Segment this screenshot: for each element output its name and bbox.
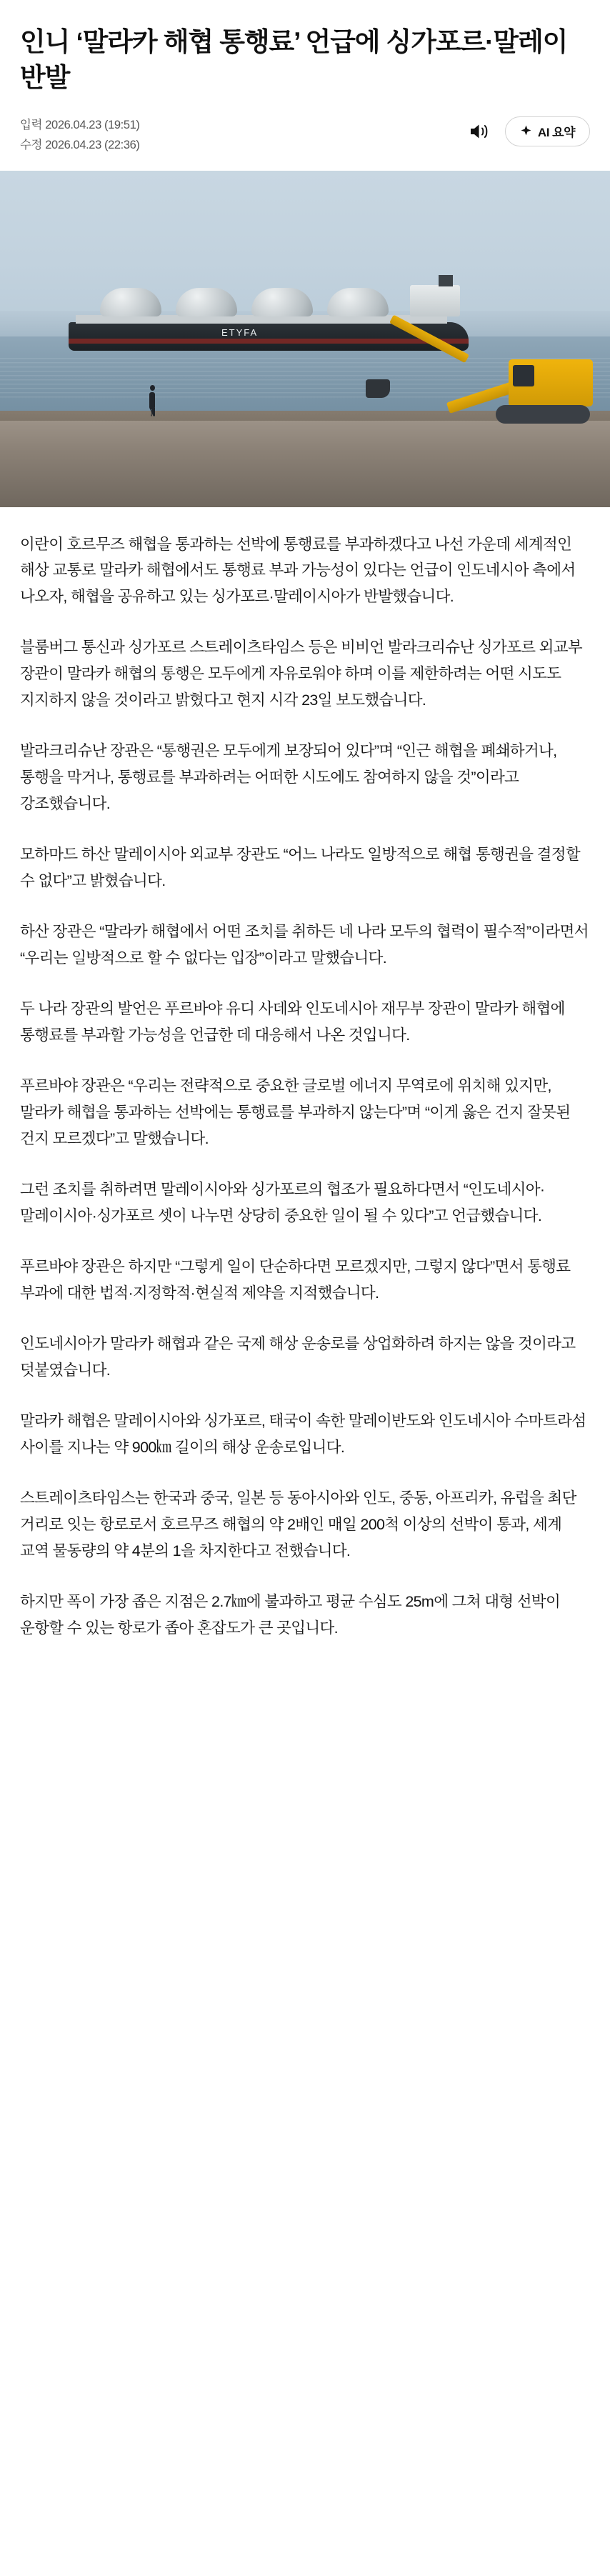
- sparkle-icon: [520, 125, 532, 137]
- body-paragraph: 말라카 해협은 말레이시아와 싱가포르, 태국이 속한 말레이반도와 인도네시아 수마트라섬 사이를 지나는 약 900㎞ 길이의 해상 운송로입니다.: [20, 1412, 586, 1456]
- excavator: [357, 324, 593, 424]
- body-paragraph: 하산 장관은 “말라카 해협에서 어떤 조치를 취하든 네 나라 모두의 협력이 필수적”이라면서 “우리는 일방적으로 할 수 없다는 입장”이라고 말했습니다.: [20, 923, 589, 967]
- ship-tank-dome: [176, 288, 237, 316]
- body-paragraph: 블룸버그 통신과 싱가포르 스트레이츠타임스 등은 비비언 발라크리슈난 싱가포르 외교부 장관이 말라카 해협의 통행은 모두에게 자유로워야 하며 이를 제한하려는 어떤 시도도 지지하지 않을 것이라고 밝혔다고 현지 시각 23일 보도했습니다.: [20, 639, 582, 709]
- published-timestamp: 입력 2026.04.23 (19:51): [20, 118, 140, 131]
- excavator-cab-window: [513, 365, 534, 386]
- person-silhouette: [147, 385, 157, 416]
- ship-name-text: ETYFA: [221, 326, 259, 338]
- page-title: 인니 ‘말라카 해협 통행료’ 언급에 싱가포르·말레이 반발: [20, 27, 568, 93]
- hero-image: [0, 171, 610, 507]
- excavator-bucket: [366, 379, 390, 398]
- ship-tank-dome: [327, 288, 389, 316]
- body-paragraph: 스트레이츠타임스는 한국과 중국, 일본 등 동아시아와 인도, 중동, 아프리카, 유럽을 최단 거리로 잇는 항로로서 호르무즈 해협의 약 2배인 매일 200척 이상의 선박이 통과, 세계 교역 물동량의 약 4분의 1을 차지한다고 전했습니다.: [20, 1489, 576, 1559]
- article-body: [0, 507, 610, 1684]
- ship-bridge: [410, 285, 460, 316]
- ship-tank-dome: [251, 288, 313, 316]
- body-paragraph: 푸르바야 장관은 하지만 “그렇게 일이 단순하다면 모르겠지만, 그렇지 않다”면서 통행료 부과에 대한 법적·지정학적·현실적 제약을 지적했습니다.: [20, 1257, 571, 1302]
- body-paragraph: 두 나라 장관의 발언은 푸르바야 유디 사데와 인도네시아 재무부 장관이 말라카 해협에 통행료를 부과할 가능성을 언급한 데 대응해서 나온 것입니다.: [20, 1000, 565, 1044]
- person-body: [149, 392, 155, 409]
- person-head: [150, 385, 155, 391]
- ai-summary-label: AI 요약: [537, 126, 575, 140]
- excavator-tracks: [496, 405, 590, 424]
- article-header: [0, 0, 610, 171]
- shore-ground: [0, 421, 610, 507]
- body-paragraph: 푸르바야 장관은 “우리는 전략적으로 중요한 글로벌 에너지 무역로에 위치해 있지만, 말라카 해협을 통과하는 선박에는 통행료를 부과하지 않는다”며 “이게 옳은 건지 잘못된 건지 모르겠다”고 말했습니다.: [20, 1077, 571, 1147]
- body-paragraph: 이란이 호르무즈 해협을 통과하는 선박에 통행료를 부과하겠다고 나선 가운데 세계적인 해상 교통로 말라카 해협에서도 통행료 부과 가능성이 있다는 언급이 인도네시아 측에서 나오자, 해협을 공유하고 있는 싱가포르·말레이시아가 반발했습니다.: [20, 535, 576, 606]
- body-paragraph: 발라크리슈난 장관은 “통행권은 모두에게 보장되어 있다”며 “인근 해협을 폐쇄하거나, 통행을 막거나, 통행료를 부과하려는 어떠한 시도에도 참여하지 않을 것”이라고 강조했습니다.: [20, 742, 557, 813]
- article-meta-row: [20, 115, 590, 171]
- hero-figure: [0, 171, 610, 507]
- ship-funnel: [439, 275, 453, 286]
- ship-tank-dome: [100, 288, 161, 316]
- updated-timestamp: 수정 2026.04.23 (22:36): [20, 139, 140, 152]
- body-paragraph: 그런 조치를 취하려면 말레이시아와 싱가포르의 협조가 필요하다면서 “인도네시아·말레이시아·싱가포르 셋이 나누면 상당히 중요한 일이 될 수 있다”고 언급했습니다.: [20, 1180, 545, 1224]
- body-paragraph: 인도네시아가 말라카 해협과 같은 국제 해상 운송로를 상업화하려 하지는 않을 것이라고 덧붙였습니다.: [20, 1334, 576, 1379]
- body-paragraph: 하지만 폭이 가장 좁은 지점은 2.7㎞에 불과하고 평균 수심도 25m에 그쳐 대형 선박이 운항할 수 있는 항로가 좁아 혼잡도가 큰 곳입니다.: [20, 1592, 561, 1637]
- body-paragraph: 모하마드 하산 말레이시아 외교부 장관도 “어느 나라도 일방적으로 해협 통행권을 결정할 수 없다”고 밝혔습니다.: [20, 846, 581, 890]
- ai-summary-button[interactable]: [505, 116, 590, 146]
- timestamps: [20, 115, 140, 154]
- article-actions: [465, 115, 590, 146]
- speaker-icon[interactable]: [465, 117, 494, 146]
